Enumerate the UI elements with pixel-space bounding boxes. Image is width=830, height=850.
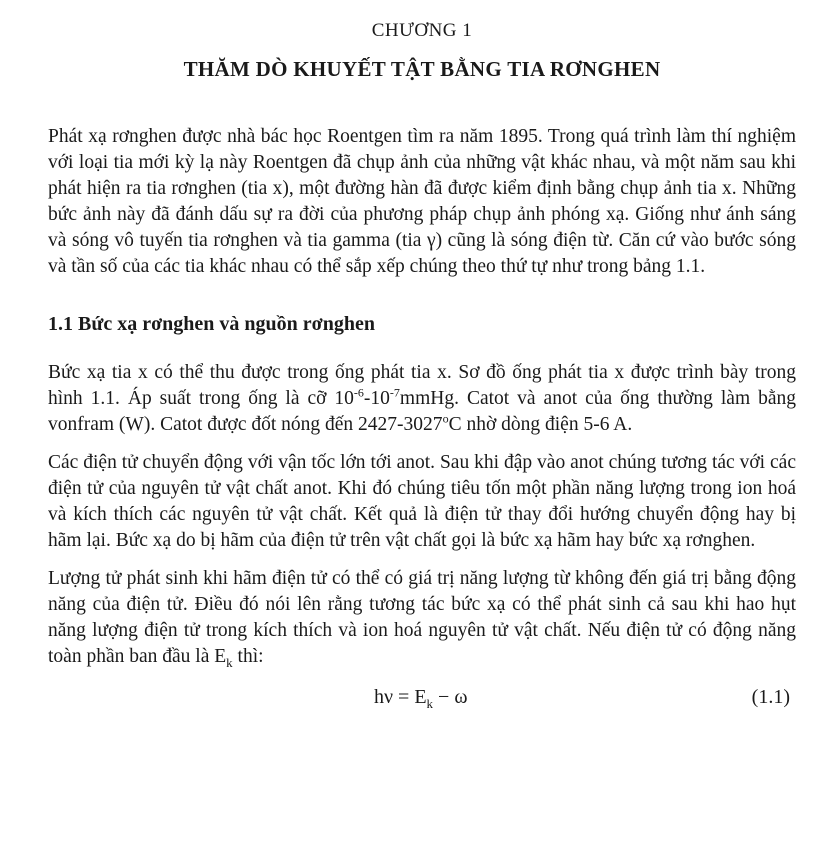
p3-text-b: thì:: [232, 646, 264, 667]
p1-text-d: C nhờ dòng điện 5-6 A.: [448, 414, 633, 435]
p1-exponent-2: -7: [389, 385, 400, 400]
equation-number: (1.1): [751, 686, 790, 708]
p1-exponent-1: -6: [353, 385, 364, 400]
equation-rhs: − ω: [433, 686, 468, 708]
p3-subscript: k: [226, 654, 233, 670]
document-page: [48, 18, 796, 712]
section-paragraph-1: [48, 360, 796, 438]
chapter-label: CHƯƠNG 1: [371, 20, 473, 41]
p1-text-b: -10: [363, 388, 390, 409]
section-paragraph-2: Các điện tử chuyển động với vận tốc lớn tới anot. Sau khi đập vào anot chúng tương tác với các điện tử của nguyên tử vật chất anot. Khi đó chúng tiêu tốn một phần năng lượng trong ion hoá và kích thích các nguyên tử vật chất. Kết quả là điện tử thay đổi hướng chuyển động hay bị hãm lại. Bức xạ do bị hãm của điện tử trên vật chất gọi là bức xạ hãm hay bức xạ rơnghen.: [48, 452, 796, 551]
p1-degree: o: [442, 411, 449, 426]
section-heading: 1.1 Bức xạ rơnghen và nguồn rơnghen: [48, 313, 375, 335]
p1-text-c: mmHg. Catot và anot của ống thường làm bằng vonfram (W). Catot được đốt nóng đến 2427-3027: [48, 388, 796, 435]
equation-row: [48, 682, 796, 712]
chapter-title: THĂM DÒ KHUYẾT TẬT BẰNG TIA RƠNGHEN: [183, 57, 661, 81]
intro-paragraph: Phát xạ rơnghen được nhà bác học Roentgen tìm ra năm 1895. Trong quá trình làm thí nghiệm với loại tia mới kỳ lạ này Roentgen đã chụp ảnh của những vật khác nhau, và một năm sau khi phát hiện ra tia rơnghen (tia x), một đường hàn đã được kiểm định bằng chụp ảnh tia x. Những bức ảnh này đã đánh dấu sự ra đời của phương pháp chụp ảnh phóng xạ. Giống như ánh sáng và sóng vô tuyến tia rơnghen và tia gamma (tia γ) cũng là sóng điện từ. Căn cứ vào bước sóng và tần số của các tia khác nhau có thể sắp xếp chúng theo thứ tự như trong bảng 1.1.: [48, 126, 796, 277]
equation-subscript: k: [426, 696, 434, 711]
equation-lhs: hν = E: [374, 686, 427, 708]
section-paragraph-3: [48, 566, 796, 670]
p1-text-a: Bức xạ tia x có thể thu được trong ống phát tia x. Sơ đồ ống phát tia x được trình bày trong hình 1.1. Áp suất trong ống là cỡ 10: [48, 362, 796, 409]
equation: [374, 682, 468, 712]
p3-text-a: Lượng tử phát sinh khi hãm điện tử có thể có giá trị năng lượng từ không đến giá trị bằng động năng của điện tử. Điều đó nói lên rằng tương tác bức xạ có thể phát sinh cả sau khi hao hụt năng lượng điện tử trong kích thích và ion hoá nguyên tử vật chất. Nếu điện tử có động năng toàn phần ban đầu là E: [48, 568, 796, 667]
